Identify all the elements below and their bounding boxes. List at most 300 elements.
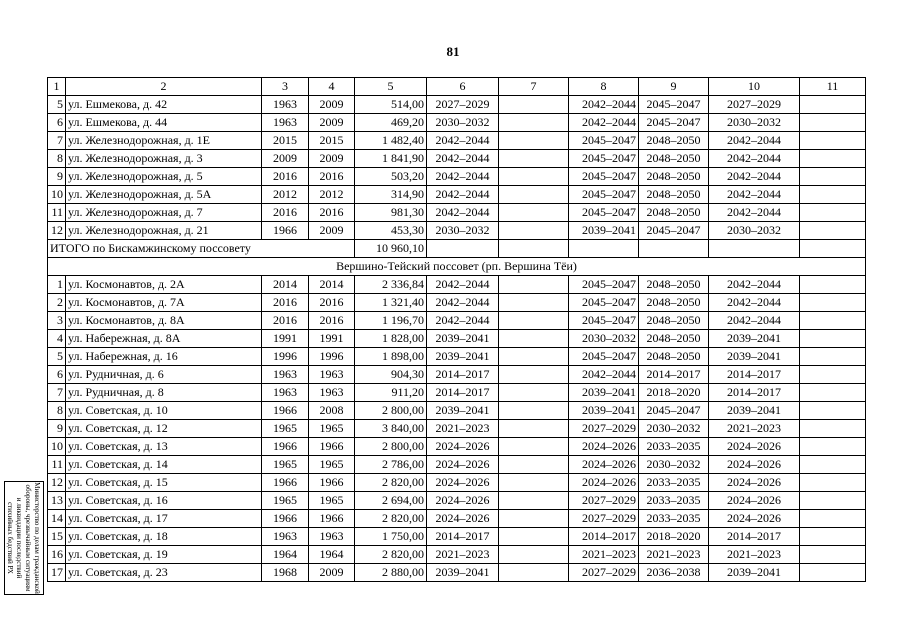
table-cell: 2 800,00	[355, 438, 427, 456]
table-cell: 2039–2041	[427, 348, 499, 366]
table-cell: ул. Рудничная, д. 6	[66, 366, 262, 384]
table-cell: 13	[48, 492, 66, 510]
column-number: 11	[800, 78, 866, 96]
table-cell: 2048–2050	[639, 312, 709, 330]
table-cell: 2042–2044	[709, 132, 800, 150]
table-cell: 2014–2017	[427, 528, 499, 546]
table-cell: 911,20	[355, 384, 427, 402]
table-cell	[499, 204, 569, 222]
table-cell: 2048–2050	[639, 348, 709, 366]
table-cell: 17	[48, 564, 66, 582]
table-cell: 2036–2038	[639, 564, 709, 582]
table-cell: 10	[48, 186, 66, 204]
table-cell: 2027–2029	[569, 510, 639, 528]
table-cell: 8	[48, 150, 66, 168]
table-cell: 2039–2041	[709, 564, 800, 582]
table-cell: 2016	[309, 294, 355, 312]
table-cell: 503,20	[355, 168, 427, 186]
page-number: 81	[446, 44, 460, 59]
table-cell: 2024–2026	[427, 492, 499, 510]
table-cell	[800, 276, 866, 294]
table-row	[48, 294, 866, 312]
table-cell: 1963	[309, 528, 355, 546]
table-cell: 4	[48, 330, 66, 348]
table-cell: ул. Советская, д. 15	[66, 474, 262, 492]
table-cell	[800, 150, 866, 168]
table-cell: 3	[48, 312, 66, 330]
table-cell: 2048–2050	[639, 204, 709, 222]
table-cell: ул. Железнодорожная, д. 7	[66, 204, 262, 222]
table-cell: 1966	[309, 510, 355, 528]
table-row	[48, 150, 866, 168]
table-cell: 1 750,00	[355, 528, 427, 546]
table-cell: 2030–2032	[427, 114, 499, 132]
table-cell: 2048–2050	[639, 168, 709, 186]
table-row	[48, 456, 866, 474]
table-cell	[800, 168, 866, 186]
table-cell: 981,30	[355, 204, 427, 222]
table-cell	[499, 420, 569, 438]
table-cell: ул. Набережная, д. 16	[66, 348, 262, 366]
table-cell: 11	[48, 456, 66, 474]
table-cell	[499, 384, 569, 402]
table-cell: 1963	[309, 384, 355, 402]
table-cell	[499, 366, 569, 384]
table-cell: 2045–2047	[569, 132, 639, 150]
table-cell: 2042–2044	[569, 96, 639, 114]
table-cell: 2045–2047	[639, 96, 709, 114]
table-row	[48, 168, 866, 186]
table-cell: ул. Советская, д. 12	[66, 420, 262, 438]
table-cell	[499, 348, 569, 366]
total-label: ИТОГО по Бискамжинскому поссовету	[48, 240, 355, 258]
table-cell: 1 196,70	[355, 312, 427, 330]
table-cell: 2048–2050	[639, 276, 709, 294]
table-cell	[499, 330, 569, 348]
table-cell: 2009	[309, 150, 355, 168]
table-cell: 2 820,00	[355, 474, 427, 492]
table-cell: 2014–2017	[709, 366, 800, 384]
table-cell: 2016	[262, 204, 309, 222]
table-cell	[427, 240, 499, 258]
table-cell: 1991	[262, 330, 309, 348]
table-cell: ул. Железнодорожная, д. 21	[66, 222, 262, 240]
table-cell: 2042–2044	[709, 186, 800, 204]
table-row	[48, 186, 866, 204]
table-cell: 1966	[262, 438, 309, 456]
table-cell: 2042–2044	[427, 294, 499, 312]
table-cell: 469,20	[355, 114, 427, 132]
table-cell: 1968	[262, 564, 309, 582]
table-cell: 1966	[262, 510, 309, 528]
table-cell: 2024–2026	[427, 438, 499, 456]
table-cell: 514,00	[355, 96, 427, 114]
column-number: 10	[709, 78, 800, 96]
table-cell: 2045–2047	[569, 186, 639, 204]
column-number: 6	[427, 78, 499, 96]
table-cell: 2030–2032	[709, 222, 800, 240]
table-cell: 2042–2044	[709, 204, 800, 222]
table-cell: 2039–2041	[709, 348, 800, 366]
table-cell: 2014–2017	[427, 384, 499, 402]
table-cell: 1963	[262, 384, 309, 402]
table-cell: 2039–2041	[569, 222, 639, 240]
table-cell: 12	[48, 474, 66, 492]
table-row	[48, 330, 866, 348]
table-cell: 2015	[262, 132, 309, 150]
table-cell: 2027–2029	[709, 96, 800, 114]
table-cell: 14	[48, 510, 66, 528]
table-cell	[499, 492, 569, 510]
table-cell: 1	[48, 276, 66, 294]
table-cell: 2014–2017	[709, 384, 800, 402]
table-cell: 2 694,00	[355, 492, 427, 510]
table-cell: 2045–2047	[569, 348, 639, 366]
table-cell: 1966	[262, 222, 309, 240]
table-cell	[499, 456, 569, 474]
table-cell: 2048–2050	[639, 132, 709, 150]
table-row	[48, 384, 866, 402]
table-cell: ул. Железнодорожная, д. 3	[66, 150, 262, 168]
table-cell: 2033–2035	[639, 474, 709, 492]
table-cell: 904,30	[355, 366, 427, 384]
section-title: Вершино-Тейский поссовет (рп. Вершина Тёи)	[48, 258, 866, 276]
table-cell	[569, 240, 639, 258]
table-cell: 2 820,00	[355, 510, 427, 528]
table-cell: 2024–2026	[709, 438, 800, 456]
table-cell	[800, 474, 866, 492]
table-cell	[499, 510, 569, 528]
table-cell: 2033–2035	[639, 492, 709, 510]
table-cell	[800, 348, 866, 366]
table-cell: ул. Советская, д. 19	[66, 546, 262, 564]
table-cell: 2018–2020	[639, 528, 709, 546]
table-cell: 6	[48, 366, 66, 384]
table-cell	[800, 366, 866, 384]
table-row	[48, 204, 866, 222]
table-cell: 2008	[309, 402, 355, 420]
table-cell: 2039–2041	[427, 330, 499, 348]
table-cell	[800, 132, 866, 150]
table-cell: 7	[48, 132, 66, 150]
table-cell: 1966	[309, 438, 355, 456]
table-cell	[499, 240, 569, 258]
table-cell: 2016	[309, 168, 355, 186]
table-cell: 9	[48, 420, 66, 438]
buildings-table	[47, 77, 866, 582]
table-cell: ул. Набережная, д. 8А	[66, 330, 262, 348]
table-cell: 1965	[309, 456, 355, 474]
column-number: 4	[309, 78, 355, 96]
table-cell: 1965	[309, 420, 355, 438]
column-number-row	[48, 78, 866, 96]
table-cell: 2027–2029	[569, 492, 639, 510]
table-cell: 2045–2047	[569, 294, 639, 312]
table-cell: 2042–2044	[709, 150, 800, 168]
table-cell: 1964	[262, 546, 309, 564]
table-cell: 2024–2026	[427, 456, 499, 474]
table-cell	[800, 456, 866, 474]
table-row	[48, 402, 866, 420]
table-cell: 2014–2017	[427, 366, 499, 384]
table-cell	[499, 402, 569, 420]
table-cell	[800, 384, 866, 402]
table-cell: ул. Железнодорожная, д. 5А	[66, 186, 262, 204]
table-cell: 2024–2026	[427, 474, 499, 492]
table-cell: 2016	[262, 312, 309, 330]
column-number: 7	[499, 78, 569, 96]
total-value: 10 960,10	[355, 240, 427, 258]
table-cell: 5	[48, 96, 66, 114]
table-cell: 314,90	[355, 186, 427, 204]
table-cell: 2027–2029	[427, 96, 499, 114]
table-cell: 2016	[262, 168, 309, 186]
table-cell: 2024–2026	[709, 474, 800, 492]
table-cell	[499, 168, 569, 186]
table-cell: ул. Советская, д. 16	[66, 492, 262, 510]
table-cell: 2016	[262, 294, 309, 312]
table-cell: 2 800,00	[355, 402, 427, 420]
table-cell: 2021–2023	[569, 546, 639, 564]
table-cell: 5	[48, 348, 66, 366]
table-cell	[800, 240, 866, 258]
table-cell: 2045–2047	[569, 312, 639, 330]
table-cell: 2014	[309, 276, 355, 294]
table-cell: 2045–2047	[569, 204, 639, 222]
table-cell: 1 482,40	[355, 132, 427, 150]
table-cell: 2042–2044	[569, 114, 639, 132]
table-cell: ул. Советская, д. 17	[66, 510, 262, 528]
table-cell	[800, 330, 866, 348]
table-cell: 2024–2026	[569, 438, 639, 456]
table-row	[48, 114, 866, 132]
table-cell: 1965	[309, 492, 355, 510]
table-cell: 2016	[309, 204, 355, 222]
table-cell: 2014–2017	[569, 528, 639, 546]
table-cell: 2048–2050	[639, 294, 709, 312]
table-cell: 453,30	[355, 222, 427, 240]
table-cell: ул. Железнодорожная, д. 5	[66, 168, 262, 186]
table-row	[48, 222, 866, 240]
table-cell	[800, 312, 866, 330]
table-cell	[800, 204, 866, 222]
table-cell: 1963	[309, 366, 355, 384]
table-cell: 1 841,90	[355, 150, 427, 168]
table-row	[48, 474, 866, 492]
table-cell: 2018–2020	[639, 384, 709, 402]
table-cell: 11	[48, 204, 66, 222]
table-cell	[800, 186, 866, 204]
table-cell: 2045–2047	[569, 276, 639, 294]
table-cell	[800, 438, 866, 456]
table-cell: 2042–2044	[709, 168, 800, 186]
table-cell	[499, 150, 569, 168]
table-cell	[499, 186, 569, 204]
table-cell: 1 828,00	[355, 330, 427, 348]
table-cell: ул. Ешмекова, д. 44	[66, 114, 262, 132]
stamp	[4, 481, 44, 595]
table-cell: 2009	[309, 222, 355, 240]
table-cell: 2045–2047	[639, 114, 709, 132]
table-cell	[499, 114, 569, 132]
table-cell	[499, 474, 569, 492]
table-cell: 2042–2044	[427, 204, 499, 222]
table-body	[48, 78, 866, 582]
table-cell: 1966	[262, 474, 309, 492]
table-row	[48, 420, 866, 438]
table-cell	[800, 222, 866, 240]
table-row	[48, 366, 866, 384]
table-cell: 2039–2041	[709, 402, 800, 420]
table-cell: 2024–2026	[709, 492, 800, 510]
table-cell: 2030–2032	[639, 420, 709, 438]
table-cell: 9	[48, 168, 66, 186]
table-cell: 2 820,00	[355, 546, 427, 564]
table-cell: 2030–2032	[569, 330, 639, 348]
table-cell: 2021–2023	[427, 546, 499, 564]
table-cell: 2014–2017	[709, 528, 800, 546]
table-cell: 1966	[309, 474, 355, 492]
table-cell	[639, 240, 709, 258]
column-number: 2	[66, 78, 262, 96]
table-cell: 2021–2023	[639, 546, 709, 564]
table-cell: 2042–2044	[427, 132, 499, 150]
table-cell: 2042–2044	[709, 312, 800, 330]
table-cell: 2045–2047	[639, 222, 709, 240]
table-cell	[800, 546, 866, 564]
table-cell: 2027–2029	[569, 420, 639, 438]
table-cell: ул. Советская, д. 10	[66, 402, 262, 420]
table-cell: 1991	[309, 330, 355, 348]
table-cell: ул. Рудничная, д. 8	[66, 384, 262, 402]
table-cell: 2042–2044	[709, 276, 800, 294]
table-cell: 2030–2032	[427, 222, 499, 240]
table-cell: 8	[48, 402, 66, 420]
table-cell: 1963	[262, 96, 309, 114]
table-cell: 2	[48, 294, 66, 312]
section-row	[48, 258, 866, 276]
table-cell: 2027–2029	[569, 564, 639, 582]
column-number: 8	[569, 78, 639, 96]
table-cell	[499, 528, 569, 546]
table-row	[48, 510, 866, 528]
table-cell	[709, 240, 800, 258]
table-cell: 2042–2044	[427, 312, 499, 330]
table-row	[48, 546, 866, 564]
table-cell	[800, 492, 866, 510]
table-cell: ул. Космонавтов, д. 7А	[66, 294, 262, 312]
table-cell: 2039–2041	[427, 564, 499, 582]
table-row	[48, 528, 866, 546]
table-cell: 2045–2047	[639, 402, 709, 420]
stamp-text: Министерство по делам гражданской обороны, чрезвычайным ситуациям и ликвидации последствий стихийных бедствий РХ	[6, 482, 41, 594]
table-row	[48, 276, 866, 294]
table-cell	[499, 564, 569, 582]
total-row	[48, 240, 866, 258]
table-row	[48, 564, 866, 582]
table-cell: 2042–2044	[427, 276, 499, 294]
table-row	[48, 96, 866, 114]
table-cell: 2039–2041	[569, 402, 639, 420]
table-cell: 2033–2035	[639, 438, 709, 456]
table-cell: 2 336,84	[355, 276, 427, 294]
table-cell: 1 321,40	[355, 294, 427, 312]
table-cell: 1996	[309, 348, 355, 366]
table-row	[48, 492, 866, 510]
table-cell: ул. Советская, д. 13	[66, 438, 262, 456]
table-cell: 2012	[262, 186, 309, 204]
table-cell: 2014	[262, 276, 309, 294]
table-cell: 2024–2026	[709, 510, 800, 528]
table-cell: 2021–2023	[427, 420, 499, 438]
table-cell: 15	[48, 528, 66, 546]
table-cell: 2024–2026	[569, 474, 639, 492]
table-row	[48, 348, 866, 366]
table-cell: 2042–2044	[569, 366, 639, 384]
table-cell: 2033–2035	[639, 510, 709, 528]
table-cell: 7	[48, 384, 66, 402]
table-cell: 1 898,00	[355, 348, 427, 366]
table-cell: 2021–2023	[709, 546, 800, 564]
column-number: 1	[48, 78, 66, 96]
table-cell: 2048–2050	[639, 186, 709, 204]
table-cell	[499, 276, 569, 294]
table-cell: 2009	[262, 150, 309, 168]
table-cell	[800, 420, 866, 438]
table-cell: 1965	[262, 420, 309, 438]
table-cell: 2039–2041	[427, 402, 499, 420]
table-cell: 2039–2041	[709, 330, 800, 348]
table-cell: 2024–2026	[709, 456, 800, 474]
table-cell	[499, 132, 569, 150]
table-row	[48, 132, 866, 150]
table-cell: 10	[48, 438, 66, 456]
table-cell: 16	[48, 546, 66, 564]
table-cell: 2009	[309, 114, 355, 132]
table-cell: ул. Советская, д. 23	[66, 564, 262, 582]
table-cell	[800, 294, 866, 312]
table-cell: ул. Космонавтов, д. 2А	[66, 276, 262, 294]
table-cell: 2 880,00	[355, 564, 427, 582]
table-cell: 2045–2047	[569, 168, 639, 186]
table-cell: ул. Ешмекова, д. 42	[66, 96, 262, 114]
table-cell: 2042–2044	[709, 294, 800, 312]
table-cell: 2042–2044	[427, 186, 499, 204]
table-row	[48, 438, 866, 456]
table-cell: 2009	[309, 96, 355, 114]
table-cell: 2 786,00	[355, 456, 427, 474]
table-cell: 1963	[262, 366, 309, 384]
table-cell	[499, 438, 569, 456]
table-cell: ул. Космонавтов, д. 8А	[66, 312, 262, 330]
table-cell: 2045–2047	[569, 150, 639, 168]
table-cell: 2030–2032	[709, 114, 800, 132]
table-cell: 1963	[262, 114, 309, 132]
table-cell: 3 840,00	[355, 420, 427, 438]
table-cell: 12	[48, 222, 66, 240]
table-cell: ул. Советская, д. 18	[66, 528, 262, 546]
table-cell: 2048–2050	[639, 150, 709, 168]
table-cell: 2012	[309, 186, 355, 204]
table-cell: 2021–2023	[709, 420, 800, 438]
table-cell: 2042–2044	[427, 150, 499, 168]
table-cell	[499, 222, 569, 240]
table-cell: 6	[48, 114, 66, 132]
table-cell: ул. Железнодорожная, д. 1Е	[66, 132, 262, 150]
table-cell: 2048–2050	[639, 330, 709, 348]
column-number: 3	[262, 78, 309, 96]
table-cell: 1963	[262, 528, 309, 546]
